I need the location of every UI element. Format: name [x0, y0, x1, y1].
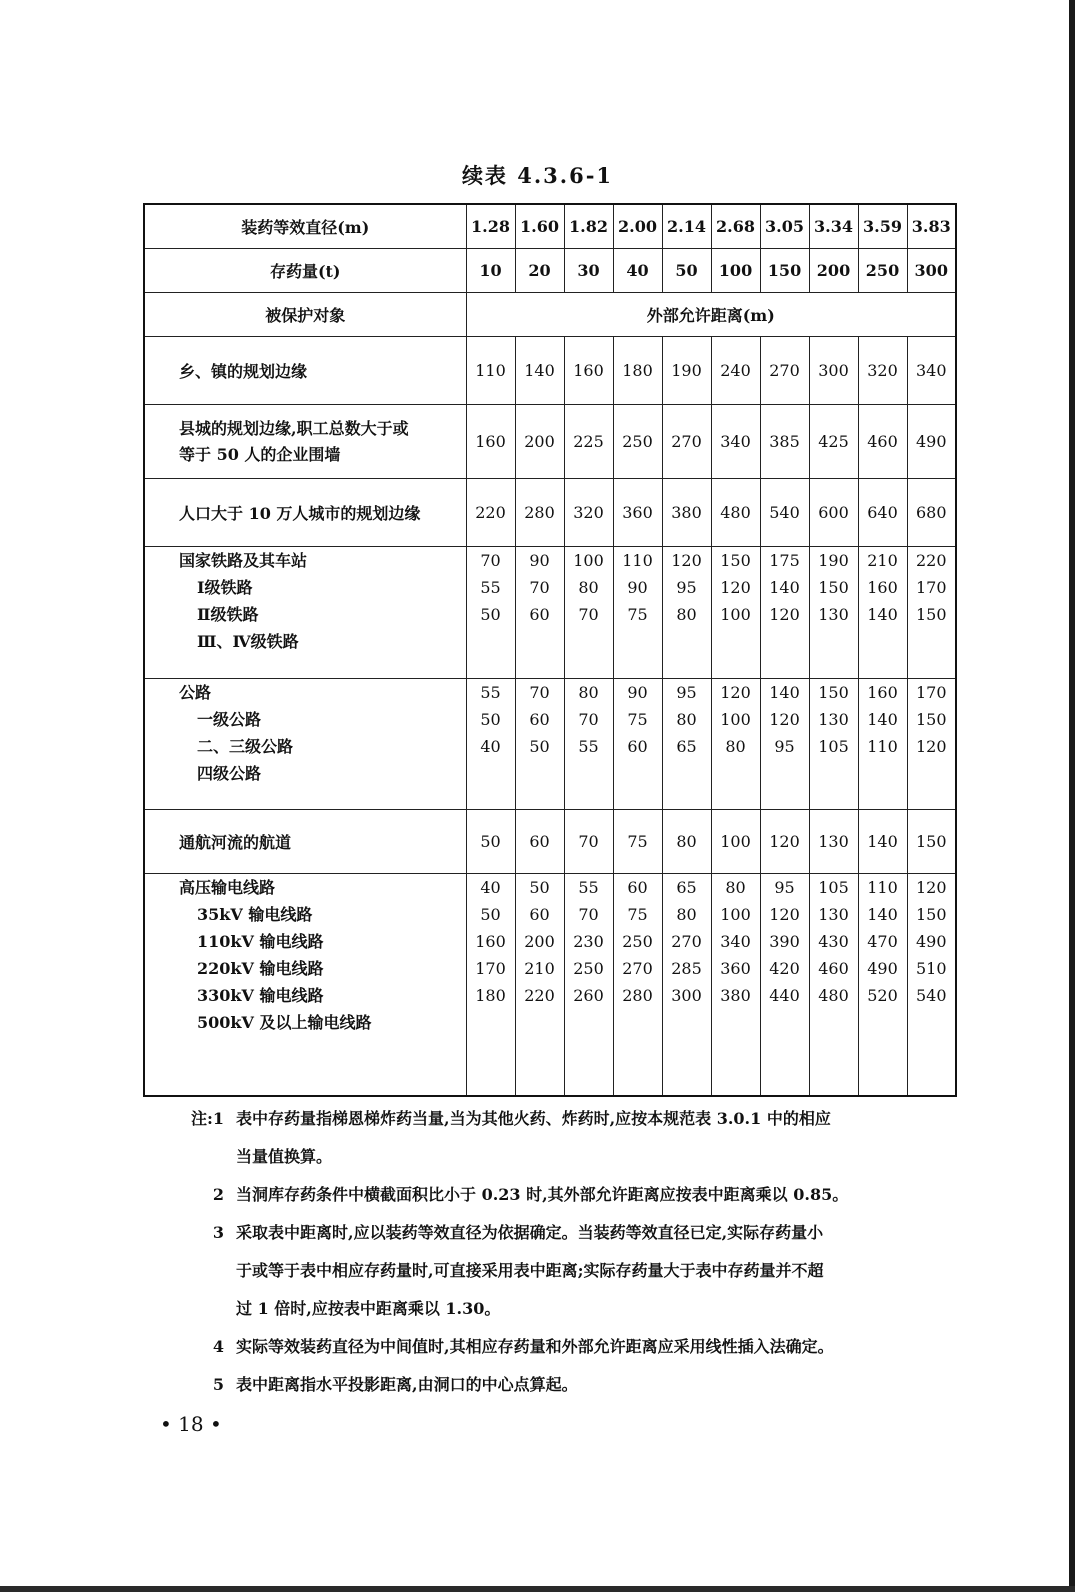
value-cell: 160 — [867, 578, 898, 597]
header-row-quantity — [144, 249, 956, 293]
quantity-cell: 200 — [809, 249, 858, 293]
value-cell: 460 — [818, 959, 849, 978]
value-cell: 230 — [573, 932, 604, 951]
value-cell: 120 — [769, 905, 800, 924]
value-column — [564, 547, 613, 679]
railway-item-label: Ⅲ、Ⅳ级铁路 — [197, 632, 299, 651]
power-label-cell — [144, 874, 466, 1096]
value-cell: 110 — [466, 337, 515, 405]
diameter-cell: 3.59 — [858, 204, 907, 249]
value-cell: 220 — [524, 986, 555, 1005]
value-cell: 160 — [867, 683, 898, 702]
value-cell: 430 — [818, 932, 849, 951]
highway-row — [144, 679, 956, 810]
value-cell: 150 — [915, 605, 947, 624]
value-cell: 95 — [676, 683, 697, 702]
value-cell: 160 — [564, 337, 613, 405]
value-cell: 210 — [524, 959, 555, 978]
header-row-diameter — [144, 204, 956, 249]
value-cell: 95 — [774, 737, 795, 756]
value-cell: 385 — [760, 405, 809, 479]
value-cell: 50 — [480, 905, 501, 924]
value-cell: 70 — [480, 551, 501, 570]
value-cell: 170 — [915, 578, 947, 597]
value-cell: 460 — [858, 405, 907, 479]
diameter-cell: 1.28 — [466, 204, 515, 249]
value-cell: 250 — [573, 959, 604, 978]
value-cell: 540 — [760, 479, 809, 547]
distance-header: 外部允许距离(m) — [466, 293, 956, 337]
row-label-line: 等于 50 人的企业围墙 — [179, 444, 341, 464]
value-cell: 470 — [867, 932, 898, 951]
value-column — [564, 679, 613, 810]
value-cell: 175 — [769, 551, 800, 570]
value-cell: 95 — [774, 878, 795, 897]
value-cell: 95 — [676, 578, 697, 597]
value-cell: 150 — [915, 905, 947, 924]
value-cell: 75 — [627, 605, 648, 624]
value-column — [907, 547, 956, 679]
value-cell: 640 — [858, 479, 907, 547]
value-cell: 440 — [769, 986, 800, 1005]
diameter-cell: 1.82 — [564, 204, 613, 249]
value-cell: 80 — [676, 710, 697, 729]
value-column — [858, 547, 907, 679]
quantity-cell: 150 — [760, 249, 809, 293]
value-cell: 105 — [818, 878, 849, 897]
value-cell: 380 — [720, 986, 751, 1005]
value-cell: 140 — [867, 710, 898, 729]
value-cell: 320 — [858, 337, 907, 405]
note-text: 过 1 倍时,应按表中距离乘以 1.30。 — [236, 1299, 501, 1318]
value-column — [466, 874, 515, 1096]
value-cell: 380 — [662, 479, 711, 547]
value-cell: 120 — [760, 810, 809, 874]
value-cell: 280 — [622, 986, 653, 1005]
note-text: 表中存药量指梯恩梯炸药当量,当为其他火药、炸药时,应按本规范表 3.0.1 中的相应 — [236, 1109, 831, 1128]
value-cell: 200 — [515, 405, 564, 479]
value-cell: 70 — [578, 905, 599, 924]
row-label-line: 县城的规划边缘,职工总数大于或 — [179, 418, 409, 438]
value-cell: 140 — [769, 578, 800, 597]
value-cell: 150 — [915, 710, 947, 729]
value-cell: 70 — [578, 710, 599, 729]
value-column — [613, 874, 662, 1096]
value-cell: 270 — [760, 337, 809, 405]
power-item-label: 500kV 及以上输电线路 — [197, 1013, 372, 1032]
value-cell: 80 — [662, 810, 711, 874]
value-cell: 420 — [769, 959, 800, 978]
quantity-cell: 50 — [662, 249, 711, 293]
diameter-cell: 3.34 — [809, 204, 858, 249]
value-cell: 180 — [475, 986, 506, 1005]
value-cell: 225 — [564, 405, 613, 479]
value-column — [564, 874, 613, 1096]
row-label: 乡、镇的规划边缘 — [144, 337, 466, 405]
quantity-cell: 20 — [515, 249, 564, 293]
value-cell: 40 — [480, 737, 501, 756]
value-cell: 160 — [466, 405, 515, 479]
value-column — [466, 547, 515, 679]
value-cell: 100 — [720, 710, 751, 729]
value-cell: 360 — [720, 959, 751, 978]
diameter-cell: 3.05 — [760, 204, 809, 249]
value-cell: 100 — [573, 551, 604, 570]
value-column — [466, 679, 515, 810]
value-cell: 50 — [529, 737, 550, 756]
value-cell: 340 — [711, 405, 760, 479]
note-text: 当洞库存药条件中横截面积比小于 0.23 时,其外部允许距离应按表中距离乘以 0.85。 — [236, 1185, 849, 1204]
value-cell: 260 — [573, 986, 604, 1005]
page-number: • 18 • — [160, 1412, 222, 1436]
value-cell: 120 — [769, 605, 800, 624]
value-cell: 80 — [676, 905, 697, 924]
power-row — [144, 874, 956, 1096]
value-cell: 105 — [818, 737, 849, 756]
note-number — [180, 1366, 236, 1404]
value-column — [662, 874, 711, 1096]
scan-edge-bottom — [0, 1586, 1075, 1592]
note-prefix: 注: — [190, 1109, 213, 1128]
value-column — [711, 874, 760, 1096]
note-line — [180, 1176, 950, 1214]
value-column — [760, 547, 809, 679]
value-column — [809, 874, 858, 1096]
value-cell: 390 — [769, 932, 800, 951]
scan-edge-right — [1069, 0, 1075, 1592]
railway-row — [144, 547, 956, 679]
value-cell: 480 — [711, 479, 760, 547]
value-cell: 140 — [769, 683, 800, 702]
highway-item-label: 四级公路 — [197, 764, 262, 783]
highway-item-label: 二、三级公路 — [197, 737, 294, 756]
table-row — [144, 479, 956, 547]
power-item-label: 220kV 输电线路 — [197, 959, 324, 978]
power-item-label: 110kV 输电线路 — [197, 932, 324, 951]
row-label: 人口大于 10 万人城市的规划边缘 — [144, 479, 466, 547]
row-label — [144, 405, 466, 479]
note-line — [180, 1366, 950, 1404]
diameter-header: 装药等效直径(m) — [144, 204, 466, 249]
railway-label-cell — [144, 547, 466, 679]
value-cell: 70 — [564, 810, 613, 874]
value-cell: 490 — [907, 405, 956, 479]
value-cell: 75 — [627, 710, 648, 729]
value-column — [515, 874, 564, 1096]
value-cell: 540 — [915, 986, 947, 1005]
note-number — [180, 1252, 236, 1290]
quantity-cell: 40 — [613, 249, 662, 293]
value-cell: 270 — [662, 405, 711, 479]
value-cell: 100 — [720, 605, 751, 624]
railway-item-label: Ⅱ级铁路 — [197, 605, 259, 624]
value-cell: 340 — [720, 932, 751, 951]
note-text: 于或等于表中相应存药量时,可直接采用表中距离;实际存药量大于表中存药量并不超 — [236, 1261, 824, 1280]
value-cell: 285 — [671, 959, 702, 978]
value-cell: 100 — [711, 810, 760, 874]
value-cell: 100 — [720, 905, 751, 924]
value-cell: 200 — [524, 932, 555, 951]
note-number — [180, 1214, 236, 1252]
value-cell: 510 — [915, 959, 947, 978]
value-cell: 190 — [818, 551, 849, 570]
value-cell: 120 — [720, 683, 751, 702]
power-title: 高压输电线路 — [179, 878, 276, 897]
power-item-label: 330kV 输电线路 — [197, 986, 324, 1005]
value-cell: 520 — [867, 986, 898, 1005]
value-cell: 60 — [515, 810, 564, 874]
value-cell: 140 — [867, 905, 898, 924]
value-cell: 480 — [818, 986, 849, 1005]
value-cell: 490 — [867, 959, 898, 978]
diameter-cell: 1.60 — [515, 204, 564, 249]
note-index: 4 — [212, 1337, 224, 1356]
note-line — [180, 1100, 950, 1138]
note-index: 3 — [212, 1223, 224, 1242]
note-line — [180, 1214, 950, 1252]
value-cell: 80 — [578, 578, 599, 597]
value-cell: 170 — [475, 959, 506, 978]
value-cell: 320 — [564, 479, 613, 547]
value-cell: 75 — [627, 905, 648, 924]
header-row-object — [144, 293, 956, 337]
value-cell: 140 — [858, 810, 907, 874]
value-cell: 70 — [529, 683, 550, 702]
value-cell: 110 — [622, 551, 653, 570]
value-cell: 60 — [627, 878, 648, 897]
value-cell: 80 — [725, 737, 746, 756]
quantity-cell: 30 — [564, 249, 613, 293]
value-cell: 60 — [627, 737, 648, 756]
value-cell: 220 — [466, 479, 515, 547]
note-text: 采取表中距离时,应以装药等效直径为依据确定。当装药等效直径已定,实际存药量小 — [236, 1223, 824, 1242]
value-cell: 600 — [809, 479, 858, 547]
value-cell: 270 — [622, 959, 653, 978]
note-text: 当量值换算。 — [236, 1147, 333, 1166]
quantity-cell: 300 — [907, 249, 956, 293]
value-cell: 150 — [720, 551, 751, 570]
quantity-cell: 10 — [466, 249, 515, 293]
value-cell: 65 — [676, 737, 697, 756]
value-cell: 90 — [627, 683, 648, 702]
value-cell: 140 — [867, 605, 898, 624]
note-line — [180, 1290, 950, 1328]
table-row — [144, 337, 956, 405]
value-column — [809, 679, 858, 810]
value-cell: 60 — [529, 905, 550, 924]
value-cell: 70 — [529, 578, 550, 597]
value-cell: 80 — [725, 878, 746, 897]
value-cell: 160 — [475, 932, 506, 951]
value-column — [711, 547, 760, 679]
value-cell: 130 — [818, 905, 849, 924]
value-cell: 60 — [529, 710, 550, 729]
value-cell: 150 — [818, 578, 849, 597]
note-line — [180, 1252, 950, 1290]
note-line — [180, 1138, 950, 1176]
protected-object-header: 被保护对象 — [144, 293, 466, 337]
value-cell: 50 — [466, 810, 515, 874]
value-cell: 130 — [809, 810, 858, 874]
value-column — [613, 679, 662, 810]
value-cell: 50 — [529, 878, 550, 897]
railway-item-label: Ⅰ级铁路 — [197, 578, 253, 597]
diameter-cell: 2.68 — [711, 204, 760, 249]
value-cell: 490 — [915, 932, 947, 951]
value-column — [613, 547, 662, 679]
value-cell: 110 — [867, 737, 898, 756]
highway-title: 公路 — [179, 683, 212, 702]
note-index: 2 — [212, 1185, 224, 1204]
note-number — [180, 1328, 236, 1366]
value-cell: 75 — [613, 810, 662, 874]
value-cell: 680 — [907, 479, 956, 547]
note-number — [180, 1290, 236, 1328]
value-cell: 120 — [915, 878, 947, 897]
note-number — [180, 1100, 236, 1138]
waterway-row — [144, 810, 956, 874]
value-cell: 120 — [720, 578, 751, 597]
value-cell: 70 — [578, 605, 599, 624]
value-cell: 340 — [907, 337, 956, 405]
power-item-label: 35kV 输电线路 — [197, 905, 313, 924]
table-notes — [180, 1100, 950, 1404]
value-cell: 65 — [676, 878, 697, 897]
value-cell: 90 — [529, 551, 550, 570]
highway-label-cell — [144, 679, 466, 810]
value-cell: 55 — [480, 578, 501, 597]
value-cell: 130 — [818, 710, 849, 729]
distance-table — [143, 203, 957, 1097]
value-cell: 270 — [671, 932, 702, 951]
note-number — [180, 1138, 236, 1176]
value-cell: 300 — [671, 986, 702, 1005]
note-text: 实际等效装药直径为中间值时,其相应存药量和外部允许距离应采用线性插入法确定。 — [236, 1337, 834, 1356]
value-cell: 250 — [613, 405, 662, 479]
value-cell: 240 — [711, 337, 760, 405]
note-number — [180, 1176, 236, 1214]
value-cell: 55 — [578, 878, 599, 897]
value-cell: 120 — [915, 737, 947, 756]
value-cell: 280 — [515, 479, 564, 547]
value-cell: 80 — [676, 605, 697, 624]
value-cell: 120 — [671, 551, 702, 570]
value-cell: 170 — [915, 683, 947, 702]
value-cell: 50 — [480, 710, 501, 729]
diameter-cell: 2.00 — [613, 204, 662, 249]
quantity-cell: 250 — [858, 249, 907, 293]
value-cell: 80 — [578, 683, 599, 702]
value-column — [662, 547, 711, 679]
value-cell: 60 — [529, 605, 550, 624]
value-cell: 50 — [480, 605, 501, 624]
value-column — [858, 874, 907, 1096]
value-column — [515, 547, 564, 679]
value-cell: 140 — [515, 337, 564, 405]
value-column — [515, 679, 564, 810]
value-column — [858, 679, 907, 810]
diameter-cell: 3.83 — [907, 204, 956, 249]
highway-item-label: 一级公路 — [197, 710, 262, 729]
value-cell: 110 — [867, 878, 898, 897]
value-column — [907, 874, 956, 1096]
value-cell: 250 — [622, 932, 653, 951]
value-cell: 190 — [662, 337, 711, 405]
value-cell: 150 — [818, 683, 849, 702]
value-cell: 120 — [769, 710, 800, 729]
note-line — [180, 1328, 950, 1366]
value-column — [711, 679, 760, 810]
value-cell: 55 — [578, 737, 599, 756]
value-cell: 180 — [613, 337, 662, 405]
quantity-cell: 100 — [711, 249, 760, 293]
quantity-header: 存药量(t) — [144, 249, 466, 293]
note-index: 5 — [212, 1375, 224, 1394]
value-cell: 300 — [809, 337, 858, 405]
note-index: 1 — [212, 1109, 224, 1128]
value-cell: 55 — [480, 683, 501, 702]
value-column — [760, 874, 809, 1096]
note-text: 表中距离指水平投影距离,由洞口的中心点算起。 — [236, 1375, 578, 1394]
value-cell: 425 — [809, 405, 858, 479]
value-column — [662, 679, 711, 810]
value-cell: 130 — [818, 605, 849, 624]
value-column — [760, 679, 809, 810]
value-column — [809, 547, 858, 679]
value-cell: 40 — [480, 878, 501, 897]
table-title: 续表 4.3.6-1 — [461, 163, 614, 188]
railway-title: 国家铁路及其车站 — [179, 551, 308, 570]
value-column — [907, 679, 956, 810]
table-row — [144, 405, 956, 479]
value-cell: 150 — [907, 810, 956, 874]
diameter-cell: 2.14 — [662, 204, 711, 249]
value-cell: 90 — [627, 578, 648, 597]
value-cell: 220 — [915, 551, 947, 570]
row-label: 通航河流的航道 — [144, 810, 466, 874]
value-cell: 210 — [867, 551, 898, 570]
value-cell: 360 — [613, 479, 662, 547]
